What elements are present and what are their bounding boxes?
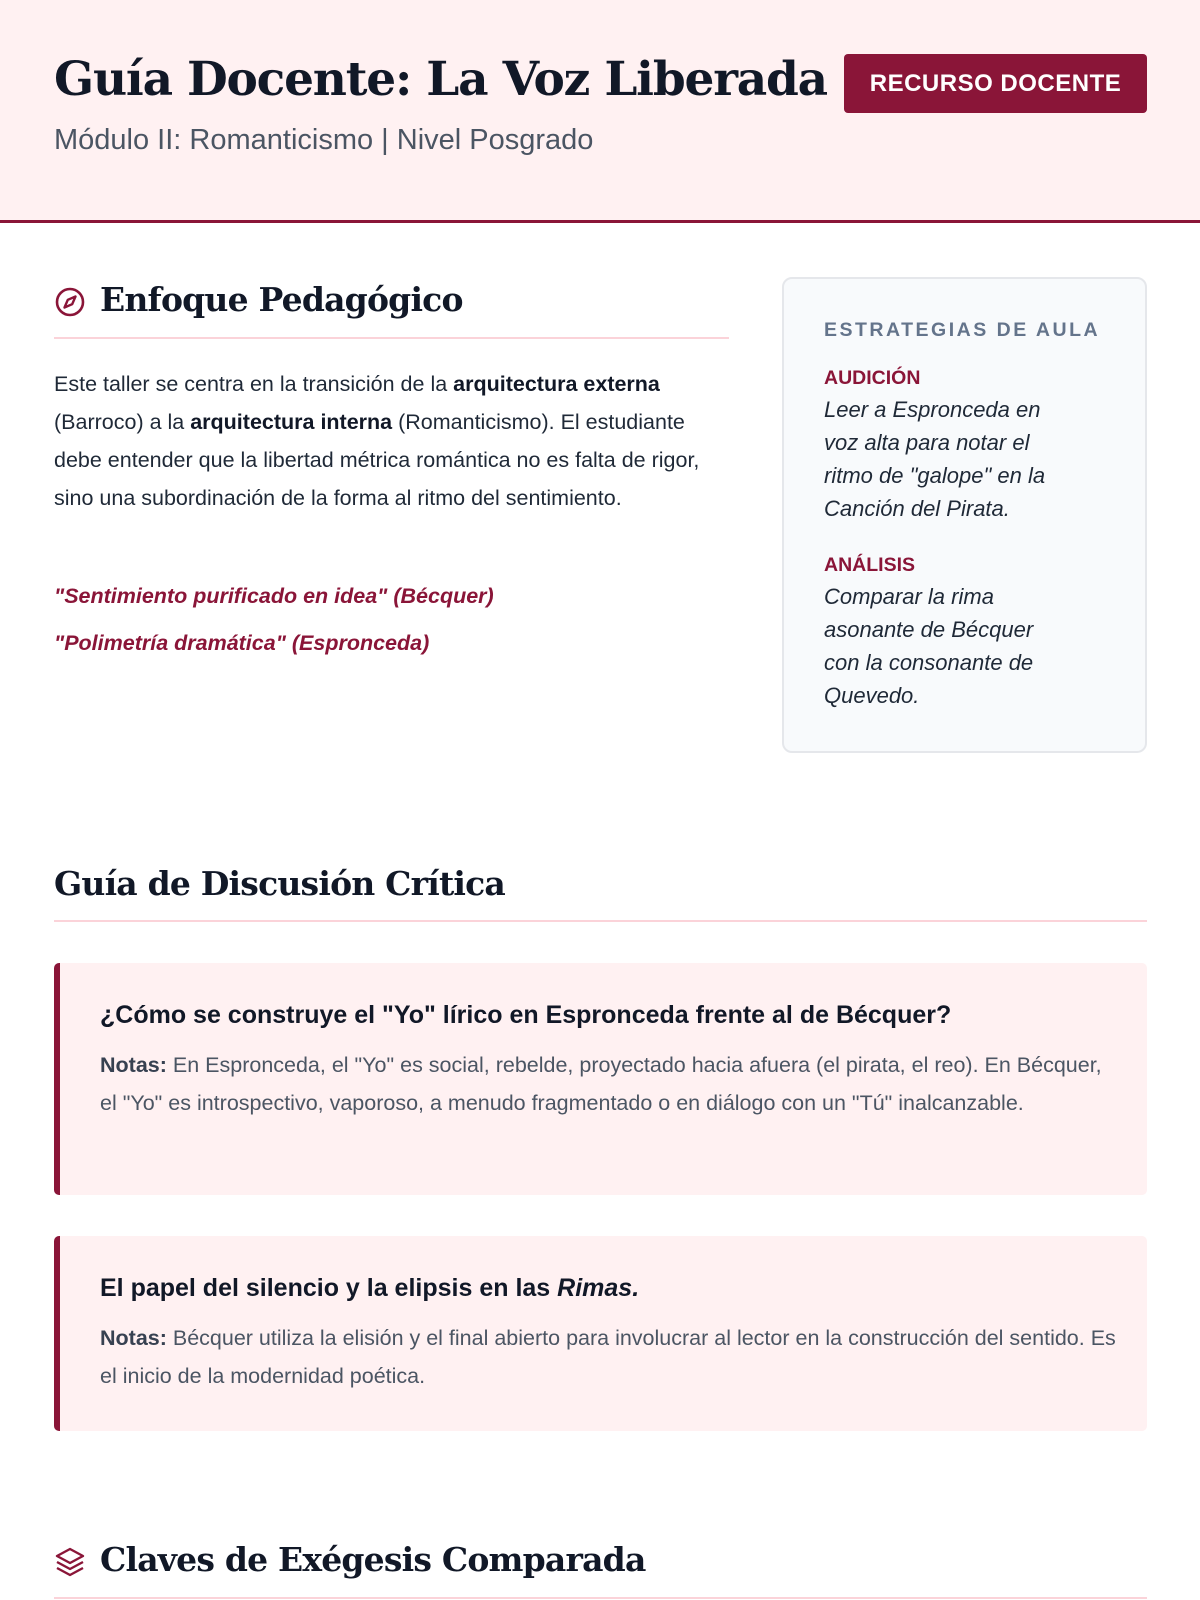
strategy-text-analysis: Comparar la rima asonante de Bécquer con la consonante de Quevedo. [824, 584, 1034, 708]
discussion-question: El papel del silencio y la elipsis en las Rimas. [100, 1274, 640, 1302]
page-title: Guía Docente: La Voz Liberada [54, 52, 827, 107]
strategy-label-audition: AUDICIÓN [824, 367, 921, 389]
discussion-card [54, 1236, 1147, 1431]
section-divider [54, 920, 1147, 922]
page-subtitle: Módulo II: Romanticismo | Nivel Posgrado [54, 124, 594, 156]
quote-becquer: "Sentimiento purificado en idea" (Bécquer) [54, 584, 494, 608]
highlight-external-architecture: arquitectura externa [453, 372, 660, 396]
highlight-internal-architecture: arquitectura interna [190, 410, 393, 434]
strategy-text-audition: Leer a Espronceda en voz alta para notar el ritmo de "galope" en la Canción del Pirata. [824, 397, 1046, 521]
focus-paragraph: Este taller se centra en la transición de la arquitectura externa (Barroco) a la arquitectura interna (Romanticismo). El estudiante debe entender que la libertad métrica romántica no es falta de rigor, sino una subordinación de la forma al ritmo del sentimiento. [54, 372, 700, 510]
strategies-heading: ESTRATEGIAS DE AULA [824, 319, 1101, 341]
resource-badge: RECURSO DOCENTE [844, 54, 1147, 113]
section-divider [54, 337, 729, 339]
strategy-label-analysis: ANÁLISIS [824, 554, 916, 576]
discussion-card [54, 963, 1147, 1195]
page-header [0, 0, 1200, 223]
section-title-exegesis: Claves de Exégesis Comparada [100, 1540, 646, 1579]
layers-icon [54, 1546, 86, 1578]
section-divider [54, 1597, 1147, 1599]
strategies-panel [782, 277, 1147, 753]
section-title-focus: Enfoque Pedagógico [100, 280, 463, 319]
quote-espronceda: "Polimetría dramática" (Espronceda) [54, 631, 430, 655]
discussion-question: ¿Cómo se construye el "Yo" lírico en Espronceda frente al de Bécquer? [100, 1001, 952, 1029]
compass-icon [54, 286, 86, 318]
section-title-discussion: Guía de Discusión Crítica [54, 864, 506, 903]
discussion-notes: Notas: En Espronceda, el "Yo" es social, rebelde, proyectado hacia afuera (el pirata, el reo). En Bécquer, el "Yo" es introspectivo, vaporoso, a menudo fragmentado o en diálogo con un "Tú" inalcanzable. [100, 1053, 1102, 1115]
discussion-notes: Notas: Bécquer utiliza la elisión y el final abierto para involucrar al lector en la construcción del sentido. Es el inicio de la modernidad poética. [100, 1326, 1116, 1388]
